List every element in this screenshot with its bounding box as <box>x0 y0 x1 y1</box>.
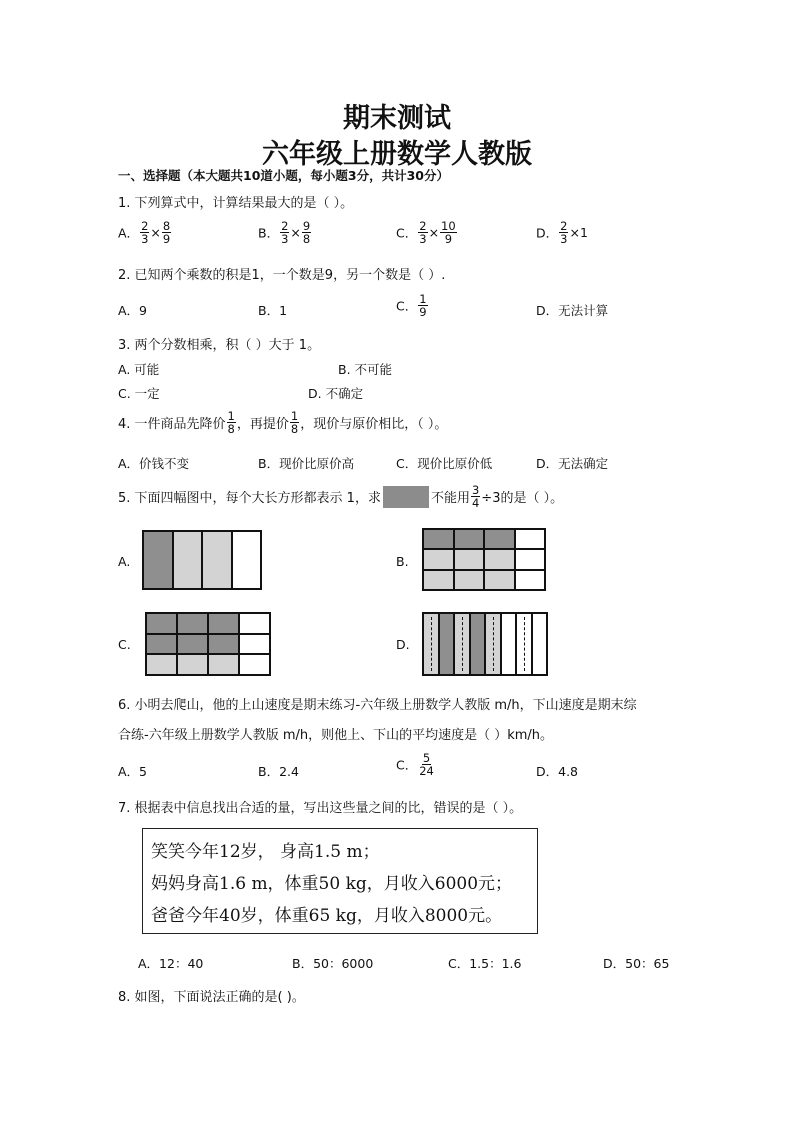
q6-option-b: B．2.4 <box>258 764 299 779</box>
q3-option-d: D. 不确定 <box>308 386 364 401</box>
q5-label-a: A. <box>118 554 131 569</box>
q7-option-a: A．12：40 <box>138 956 204 971</box>
q3-option-b: B. 不可能 <box>338 362 393 377</box>
q3-stem: 3. 两个分数相乘，积（ ）大于 1。 <box>118 338 321 353</box>
figure-c <box>145 612 271 676</box>
q6-option-a: A．5 <box>118 764 148 779</box>
q6-option-c: C． $\frac{5}{24}$ <box>396 751 434 778</box>
q5-label-b: B. <box>396 554 409 569</box>
q7-stem: 7. 根据表中信息找出合适的量，写出这些量之间的比，错误的是（ ）。 <box>118 801 523 816</box>
q1-option-b: B． $\frac{2}{3}$ × $\frac{9}{8}$ <box>258 219 311 246</box>
q2-option-c: C． $\frac{1}{9}$ <box>396 292 427 319</box>
q4-option-b: B．现价比原价高 <box>258 456 355 471</box>
info-line-father: 爸爸今年40岁，体重65 kg，月收入8000元。 <box>151 906 503 926</box>
info-line-mother: 妈妈身高1.6 m，体重50 kg，月收入6000元； <box>151 874 513 894</box>
q2-option-b: B．1 <box>258 303 288 318</box>
q2-stem: 2. 已知两个乘数的积是1，一个数是9，另一个数是（ ）. <box>118 268 446 283</box>
q1-stem: 1. 下列算式中，计算结果最大的是（ ）。 <box>118 196 354 211</box>
page-subtitle: 六年级上册数学人教版 <box>262 139 532 170</box>
q4-stem: 4. 一件商品先降价 $\frac{1}{8}$ ，再提价 $\frac{1}{8}$ ，现价与原价相比，（ ）。 <box>118 409 448 436</box>
q8-stem: 8. 如图，下面说法正确的是( )。 <box>118 990 305 1005</box>
q1-option-d: D． $\frac{2}{3}$ ×1 <box>536 219 588 246</box>
q1-option-a: A． $\frac{2}{3}$ × $\frac{8}{9}$ <box>118 219 171 246</box>
shaded-region-swatch <box>383 486 429 508</box>
q6-line1: 6. 小明去爬山，他的上山速度是期末练习-六年级上册数学人教版 m/h，下山速度是期末综 <box>118 698 637 713</box>
q5-label-c: C. <box>118 637 131 652</box>
page-title: 期末测试 <box>343 103 451 134</box>
q7-option-d: D．50：65 <box>603 956 670 971</box>
info-line-xiaoxiao: 笑笑今年12岁， 身高1.5 m； <box>151 842 380 862</box>
info-table-box <box>142 828 538 934</box>
q3-option-a: A. 可能 <box>118 362 160 377</box>
figure-d <box>422 612 548 676</box>
q2-option-d: D．无法计算 <box>536 303 609 318</box>
q4-option-d: D．无法确定 <box>536 456 609 471</box>
q6-line2: 合练-六年级上册数学人教版 m/h，则他上、下山的平均速度是（ ）km/h。 <box>118 728 554 743</box>
figure-b <box>422 528 546 591</box>
q5-stem: 5. 下面四幅图中，每个大长方形都表示 1，求 不能用 $\frac{3}{4}$ ÷3的是（ ）。 <box>118 483 564 510</box>
figure-a <box>142 530 262 590</box>
q4-option-a: A．价钱不变 <box>118 456 190 471</box>
q7-option-b: B．50：6000 <box>292 956 374 971</box>
q6-option-d: D．4.8 <box>536 764 579 779</box>
q4-option-c: C．现价比原价低 <box>396 456 493 471</box>
section-heading: 一、选择题（本大题共10道小题，每小题3分，共计30分） <box>118 168 449 183</box>
q2-option-a: A．9 <box>118 303 148 318</box>
q7-option-c: C．1.5：1.6 <box>448 956 522 971</box>
q3-option-c: C. 一定 <box>118 386 160 401</box>
q5-label-d: D. <box>396 637 410 652</box>
q1-option-c: C． $\frac{2}{3}$ × $\frac{10}{9}$ <box>396 219 456 246</box>
